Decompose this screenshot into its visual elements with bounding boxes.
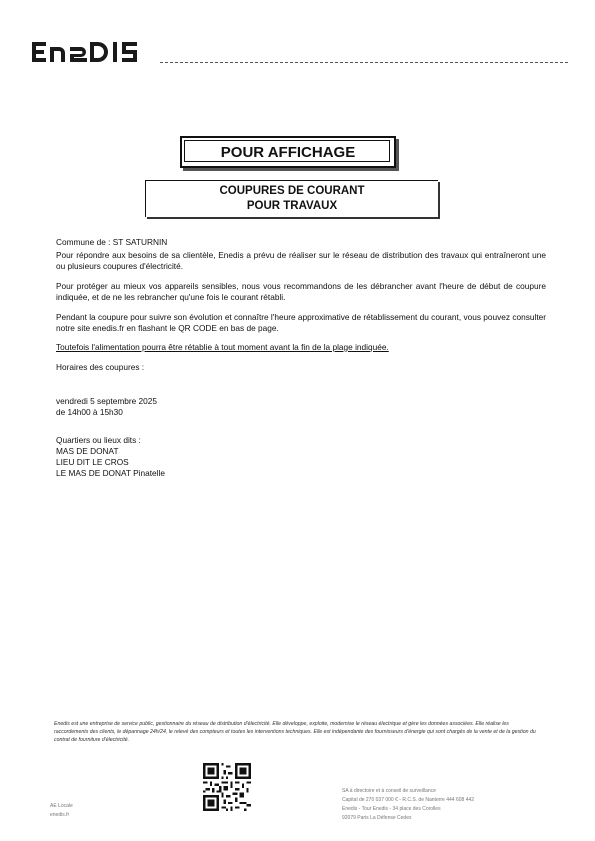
subject-line-2: POUR TRAVAUX	[246, 200, 338, 212]
paragraph-intro: Pour répondre aux besoins de sa clientèle, Enedis a prévu de réaliser sur le réseau de distribution des travaux qui entraîneront une ou plusieurs coupures d'électricité.	[56, 250, 546, 271]
place-item: MAS DE DONAT	[56, 446, 119, 456]
footer-right-line: 92079 Paris La Défense Cedex	[342, 815, 412, 821]
display-label: POUR AFFICHAGE	[220, 143, 356, 161]
footer-right-line: Enedis - Tour Enedis - 34 place des Corolles	[342, 806, 441, 812]
footer-right-line: SA à directoire et à conseil de surveillance	[342, 788, 436, 794]
header-rule	[160, 62, 568, 63]
enedis-logo	[30, 36, 160, 66]
outage-time-range: de 14h00 à 15h30	[56, 407, 123, 417]
footer-left-line: enedis.fr	[50, 812, 70, 818]
footer-company-info	[342, 787, 474, 823]
paragraph-tracking: Pendant la coupure pour suivre son évolution et connaître l'heure approximative de rétablissement du courant, vous pouvez consulter notre site enedis.fr en flashant le QR CODE en bas de page.	[56, 312, 547, 333]
footer-left	[50, 802, 73, 820]
warning-text: Toutefois l'alimentation pourra être rétablie à tout moment avant la fin de la plage indiquée.	[56, 342, 389, 352]
subject-box	[145, 180, 438, 217]
places-label: Quartiers ou lieux dits :	[56, 435, 141, 445]
schedule	[56, 396, 546, 418]
footer-right-line: Capital de 270 037 000 € - R.C.S. de Nanterre 444 608 442	[342, 797, 475, 803]
outage-date: vendredi 5 septembre 2025	[56, 396, 158, 406]
legal-text: Enedis est une entreprise de service public, gestionnaire du réseau de distribution d'électricité. Elle développe, exploite, modernise le réseau électrique et gère les données associées. Elle réalise les raccordements des clients, le dépannage 24h/24, le relevé des compteurs et toutes les interventions techniques. Elle est indépendante des fournisseurs d'énergie qui sont chargés de la vente et de la gestion du contrat de fourniture d'électricité.	[54, 721, 536, 743]
place-item: LE MAS DE DONAT Pinatelle	[56, 468, 165, 478]
horaires-label: Horaires des coupures :	[56, 362, 145, 372]
footer-left-line: AE Locale	[50, 803, 73, 809]
subject-line-1: COUPURES DE COURANT	[219, 185, 365, 197]
places-section	[56, 435, 546, 479]
place-item: LIEU DIT LE CROS	[56, 457, 129, 467]
commune: Commune de : ST SATURNIN	[56, 237, 168, 247]
display-label-box	[180, 136, 396, 168]
qr-code[interactable]	[203, 763, 251, 811]
paragraph-devices: Pour protéger au mieux vos appareils sensibles, nous vous recommandons de les débrancher avant l'heure de début de coupure indiquée, et de ne les rebrancher qu'une fois le courant rétabli.	[56, 281, 546, 302]
